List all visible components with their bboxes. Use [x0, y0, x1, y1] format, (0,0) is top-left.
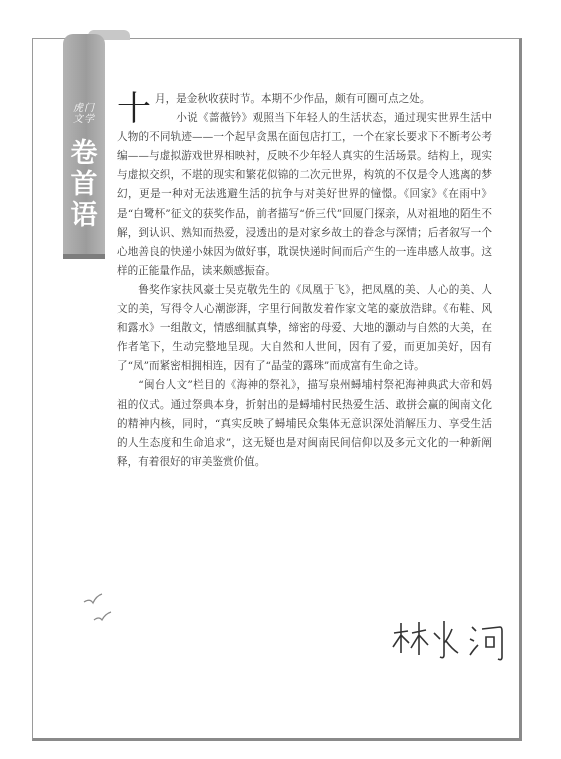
- logo-line-1: 虎门: [73, 103, 95, 114]
- drop-cap: 十: [117, 89, 151, 129]
- paragraph-3: 鲁奖作家扶风豪士吴克敬先生的《凤凰于飞》，把凤凰的美、人心的美、人文的美，写得令人心潮澎湃，字里行间散发着作家文笔的豪放浩肆。《布鞋、风和露水》一组散文，情感细腻真挚，缔密的母爱、大地的灏动与自然的大美，在作者笔下，生动完整地呈现。大自然和人世间，因有了爱，而更加美好，因有了“凤”而紧密相拥相连，因有了“晶莹的露珠”而成富有生命之诗。: [117, 283, 492, 373]
- signature-image: [388, 615, 518, 665]
- column-title-char-3: 语: [70, 200, 98, 231]
- paragraph-1-text: 月，是金秋收获时节。本期不少作品，颇有可圈可点之处。: [155, 93, 431, 105]
- editorial-body: [117, 90, 492, 472]
- paragraph-4: “闽台人文”栏目的《海神的祭礼》，描写泉州蟳埔村祭祀海神典武大帝和妈祖的仪式。通过祭典本身，折射出的是蟳埔村民热爱生活、敢拼会赢的闽南文化的精神内核，同时，“真实反映了蟳埔民众集体无意识深处消解压力、享受生活的人生态度和生命追求”，这无疑也是对闽南民间信仰以及多元文化的一种新阐释，有着很好的审美鉴赏价值。: [117, 379, 492, 468]
- column-title: [66, 138, 102, 231]
- column-title-char-2: 首: [70, 169, 98, 200]
- birds-decoration: [82, 588, 122, 628]
- ribbon-bar: [63, 254, 105, 259]
- column-title-char-1: 卷: [70, 138, 98, 169]
- paragraph-1: [117, 89, 492, 129]
- logo-line-2: 文学: [73, 114, 95, 125]
- magazine-logo: [66, 103, 102, 125]
- paragraph-2: 小说《蔷薇钤》观照当下年轻人的生活状态，通过现实世界生活中人物的不同轨迹——一个起早贪黑在面包店打工，一个在家长要求下不断考公考编——与虚拟游戏世界相映衬，反映不少年轻人真实的生活场景。结构上，现实与虚拟交织，不堪的现实和繁花似锦的二次元世界，构筑的不仅是令人逃离的梦幻，更是一种对无法逃避生活的抗争与对美好世界的憧憬。《回家》《在雨中》是“白鹭杯”征文的获奖作品，前者描写“侨三代”回厦门探亲，从对祖地的陌生不解，到认识、熟知而热爱，浸透出的是对家乡故土的眷念与深情；后者叙写一个心地善良的快递小妹因为做好事，耽误快递时间而后产生的一连串感人故事。这样的正能量作品，读来颇感振奋。: [117, 112, 492, 277]
